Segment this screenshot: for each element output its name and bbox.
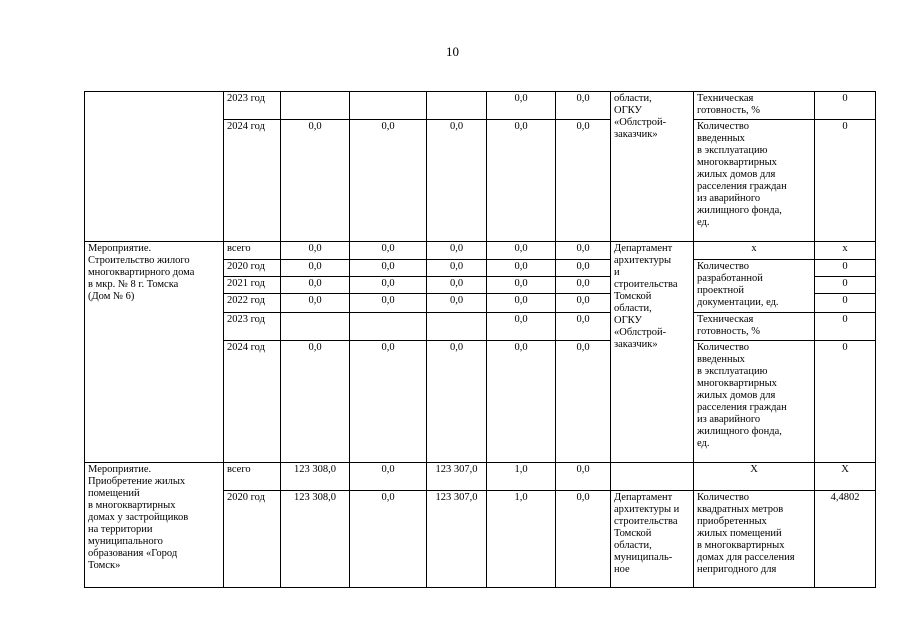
name-cell — [85, 92, 224, 242]
value-cell: 1,0 — [487, 463, 556, 491]
responsible-cell: Департамент архитектуры и строительства Томской области, ОГКУ «Облстрой- заказчик» — [611, 242, 694, 463]
value-cell: 123 307,0 — [427, 491, 487, 588]
responsible-cell: области, ОГКУ «Облстрой- заказчик» — [611, 92, 694, 242]
year-cell: всего — [224, 242, 281, 260]
value-cell: 0,0 — [281, 260, 350, 277]
indicator-value: 0 — [815, 120, 876, 242]
value-cell: 0,0 — [556, 277, 611, 294]
year-cell: 2023 год — [224, 92, 281, 120]
value-cell: 0,0 — [487, 341, 556, 463]
year-cell: 2022 год — [224, 294, 281, 313]
value-cell: 0,0 — [281, 120, 350, 242]
table-row — [85, 242, 876, 260]
value-cell: 0,0 — [350, 294, 427, 313]
table-row — [85, 463, 876, 491]
indicator-value: 0 — [815, 92, 876, 120]
year-cell: 2024 год — [224, 120, 281, 242]
value-cell: 0,0 — [487, 294, 556, 313]
value-cell: 0,0 — [487, 313, 556, 341]
value-cell: 123 308,0 — [281, 491, 350, 588]
year-cell: 2021 год — [224, 277, 281, 294]
value-cell: 0,0 — [350, 463, 427, 491]
indicator-cell: Х — [694, 463, 815, 491]
value-cell: 0,0 — [556, 341, 611, 463]
value-cell: 0,0 — [281, 242, 350, 260]
value-cell: 0,0 — [350, 341, 427, 463]
value-cell — [427, 313, 487, 341]
value-cell — [350, 313, 427, 341]
indicator-cell: Количество введенных в эксплуатацию многоквартирных жилых домов для расселения граждан из аварийного жилищного фонда, ед. — [694, 341, 815, 463]
program-table — [84, 91, 876, 588]
value-cell — [281, 313, 350, 341]
table-row — [85, 92, 876, 120]
responsible-cell: Департамент архитектуры и строительства Томской области, муниципаль- ное — [611, 491, 694, 588]
indicator-value: 0 — [815, 313, 876, 341]
value-cell: 0,0 — [427, 260, 487, 277]
value-cell: 0,0 — [556, 313, 611, 341]
indicator-value: Х — [815, 463, 876, 491]
value-cell: 0,0 — [350, 242, 427, 260]
value-cell: 123 308,0 — [281, 463, 350, 491]
value-cell: 1,0 — [487, 491, 556, 588]
value-cell — [281, 92, 350, 120]
responsible-cell — [611, 463, 694, 491]
value-cell: 0,0 — [350, 491, 427, 588]
value-cell: 0,0 — [427, 294, 487, 313]
value-cell: 0,0 — [427, 120, 487, 242]
value-cell: 0,0 — [487, 120, 556, 242]
value-cell: 0,0 — [556, 491, 611, 588]
value-cell: 0,0 — [487, 277, 556, 294]
value-cell: 0,0 — [281, 341, 350, 463]
value-cell: 0,0 — [487, 242, 556, 260]
value-cell — [427, 92, 487, 120]
value-cell — [350, 92, 427, 120]
indicator-value: 0 — [815, 294, 876, 313]
value-cell: 0,0 — [556, 260, 611, 277]
value-cell: 0,0 — [350, 277, 427, 294]
indicator-cell: Техническая готовность, % — [694, 92, 815, 120]
measure-name-cell: Мероприятие. Приобретение жилых помещений в многоквартирных домах у застройщиков на территории муниципального образования «Город Томск» — [85, 463, 224, 588]
indicator-cell: Количество разработанной проектной документации, ед. — [694, 260, 815, 313]
indicator-cell: Техническая готовность, % — [694, 313, 815, 341]
value-cell: 0,0 — [350, 120, 427, 242]
value-cell: 0,0 — [281, 294, 350, 313]
indicator-cell: Количество квадратных метров приобретенных жилых помещений в многоквартирных домах для расселения непригодного для — [694, 491, 815, 588]
value-cell: 123 307,0 — [427, 463, 487, 491]
indicator-value: 0 — [815, 341, 876, 463]
indicator-value: 4,4802 — [815, 491, 876, 588]
value-cell: 0,0 — [556, 242, 611, 260]
value-cell: 0,0 — [350, 260, 427, 277]
page-number: 10 — [446, 44, 459, 59]
indicator-value: 0 — [815, 260, 876, 277]
indicator-cell: Количество введенных в эксплуатацию многоквартирных жилых домов для расселения граждан из аварийного жилищного фонда, ед. — [694, 120, 815, 242]
year-cell: 2020 год — [224, 491, 281, 588]
indicator-value: х — [815, 242, 876, 260]
indicator-cell: х — [694, 242, 815, 260]
value-cell: 0,0 — [487, 92, 556, 120]
value-cell: 0,0 — [427, 277, 487, 294]
indicator-value: 0 — [815, 277, 876, 294]
year-cell: 2023 год — [224, 313, 281, 341]
value-cell: 0,0 — [556, 294, 611, 313]
value-cell: 0,0 — [556, 463, 611, 491]
value-cell: 0,0 — [556, 92, 611, 120]
value-cell: 0,0 — [487, 260, 556, 277]
value-cell: 0,0 — [281, 277, 350, 294]
value-cell: 0,0 — [427, 341, 487, 463]
year-cell: 2020 год — [224, 260, 281, 277]
value-cell: 0,0 — [427, 242, 487, 260]
measure-name-cell: Мероприятие. Строительство жилого многоквартирного дома в мкр. № 8 г. Томска (Дом № 6) — [85, 242, 224, 463]
year-cell: 2024 год — [224, 341, 281, 463]
year-cell: всего — [224, 463, 281, 491]
value-cell: 0,0 — [556, 120, 611, 242]
